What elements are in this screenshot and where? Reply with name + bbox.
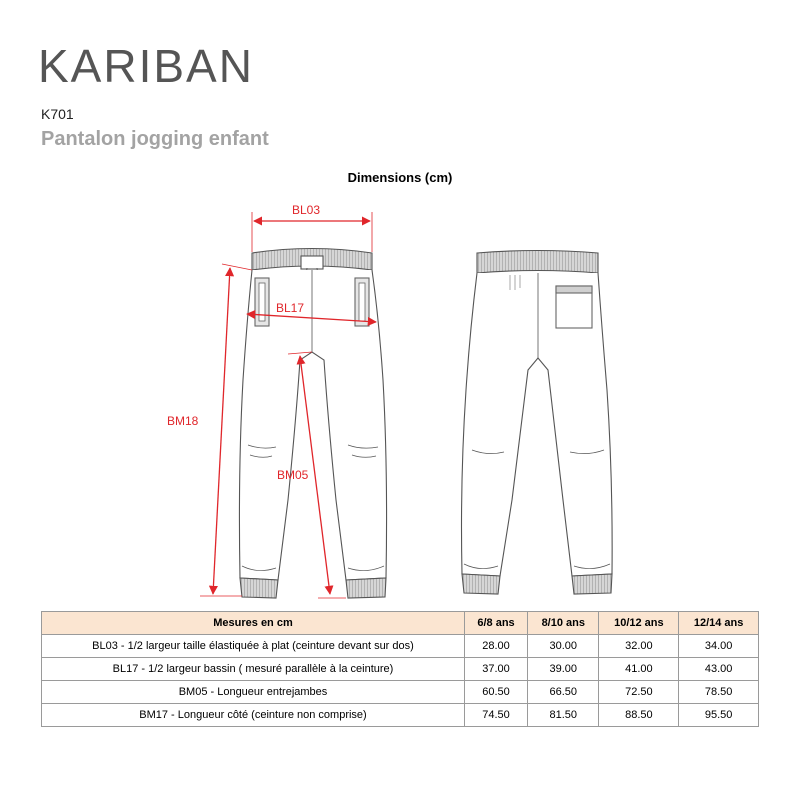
cell-value: 43.00 [679, 658, 759, 681]
cell-value: 34.00 [679, 635, 759, 658]
table-row [42, 658, 759, 681]
table-row [42, 681, 759, 704]
front-cuff-right [346, 578, 386, 598]
product-title: Pantalon jogging enfant [41, 128, 269, 150]
cell-value: 39.00 [528, 658, 599, 681]
back-cuff-left [462, 574, 500, 594]
cell-value: 37.00 [465, 658, 528, 681]
cell-value: 60.50 [465, 681, 528, 704]
bm05-label: BM05 [277, 468, 309, 482]
header-size: 8/10 ans [528, 612, 599, 635]
back-view [462, 251, 613, 595]
header-label: Mesures en cm [42, 612, 465, 635]
product-code: K701 [41, 106, 74, 122]
bm18-line [213, 268, 230, 594]
header-size: 10/12 ans [599, 612, 679, 635]
cell-value: 30.00 [528, 635, 599, 658]
back-cuff-right [572, 574, 612, 594]
bl17-label: BL17 [276, 301, 305, 315]
table-row [42, 704, 759, 727]
brand-logo: KARIBAN [38, 40, 254, 92]
cell-value: 81.50 [528, 704, 599, 727]
size-chart-table [41, 611, 759, 727]
bl03-label: BL03 [292, 203, 321, 217]
row-label: BL03 - 1/2 largeur taille élastiquée à plat (ceinture devant sur dos) [42, 635, 465, 658]
header-size: 6/8 ans [465, 612, 528, 635]
row-label: BM05 - Longueur entrejambes [42, 681, 465, 704]
back-waistband [477, 251, 598, 274]
cell-value: 32.00 [599, 635, 679, 658]
cell-value: 28.00 [465, 635, 528, 658]
front-cuff-left [240, 578, 278, 598]
cell-value: 72.50 [599, 681, 679, 704]
header-size: 12/14 ans [679, 612, 759, 635]
cell-value: 74.50 [465, 704, 528, 727]
front-view [239, 249, 386, 599]
cell-value: 95.50 [679, 704, 759, 727]
row-label: BM17 - Longueur côté (ceinture non comprise) [42, 704, 465, 727]
table-row [42, 635, 759, 658]
cell-value: 78.50 [679, 681, 759, 704]
table-header-row [42, 612, 759, 635]
cell-value: 41.00 [599, 658, 679, 681]
cell-value: 88.50 [599, 704, 679, 727]
bm18-label: BM18 [167, 414, 199, 428]
dimensions-title: Dimensions (cm) [347, 170, 453, 185]
row-label: BL17 - 1/2 largeur bassin ( mesuré parallèle à la ceinture) [42, 658, 465, 681]
cell-value: 66.50 [528, 681, 599, 704]
